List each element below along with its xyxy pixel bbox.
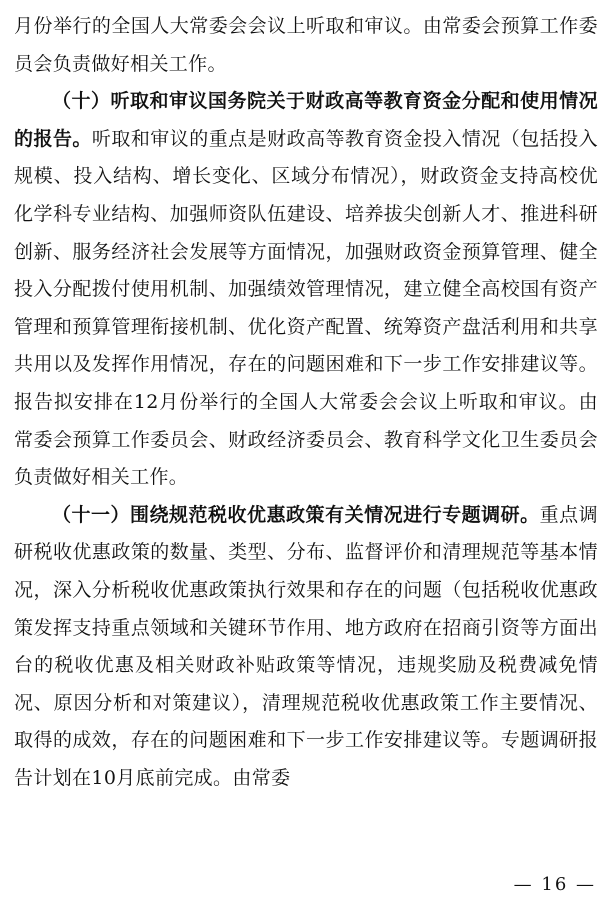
paragraph-continuation <box>14 8 598 83</box>
section-heading-10: （十）听取和审议国务院关于财政高等教育资金分配和使用情况的报告。 <box>14 90 598 150</box>
paragraph-body: 重点调研税收优惠政策的数量、类型、分布、监督评价和清理规范等基本情况，深入分析税收优惠政策执行效果和存在的问题（包括税收优惠政策发挥支持重点领域和关键环节作用、地方政府在招商引资等方面出台的税收优惠及相关财政补贴政策等情况，违规奖励及税费减免情况、原因分析和对策建议），清理规范税收优惠政策工作主要情况、取得的成效，存在的问题困难和下一步工作安排建议等。专题调研报告计划在10月底前完成。由常委 <box>14 503 598 789</box>
section-heading-11: （十一）围绕规范税收优惠政策有关情况进行专题调研。 <box>52 503 540 526</box>
paragraph-section-10 <box>14 83 598 497</box>
page-number: — 16 — <box>513 874 596 895</box>
paragraph-body: 月份举行的全国人大常委会会议上听取和审议。由常委会预算工作委员会负责做好相关工作。 <box>14 15 598 75</box>
paragraph-body: 听取和审议的重点是财政高等教育资金投入情况（包括投入规模、投入结构、增长变化、区域分布情况），财政资金支持高校优化学科专业结构、加强师资队伍建设、培养拔尖创新人才、推进科研创新、服务经济社会发展等方面情况，加强财政资金预算管理、健全投入分配拨付使用机制、加强绩效管理情况，建立健全高校国有资产管理和预算管理衔接机制、优化资产配置、统筹资产盘活利用和共享共用以及发挥作用情况，存在的问题困难和下一步工作安排建议等。报告拟安排在12月份举行的全国人大常委会会议上听取和审议。由常委会预算工作委员会、财政经济委员会、教育科学文化卫生委员会负责做好相关工作。 <box>14 127 598 489</box>
paragraph-section-11 <box>14 497 598 798</box>
